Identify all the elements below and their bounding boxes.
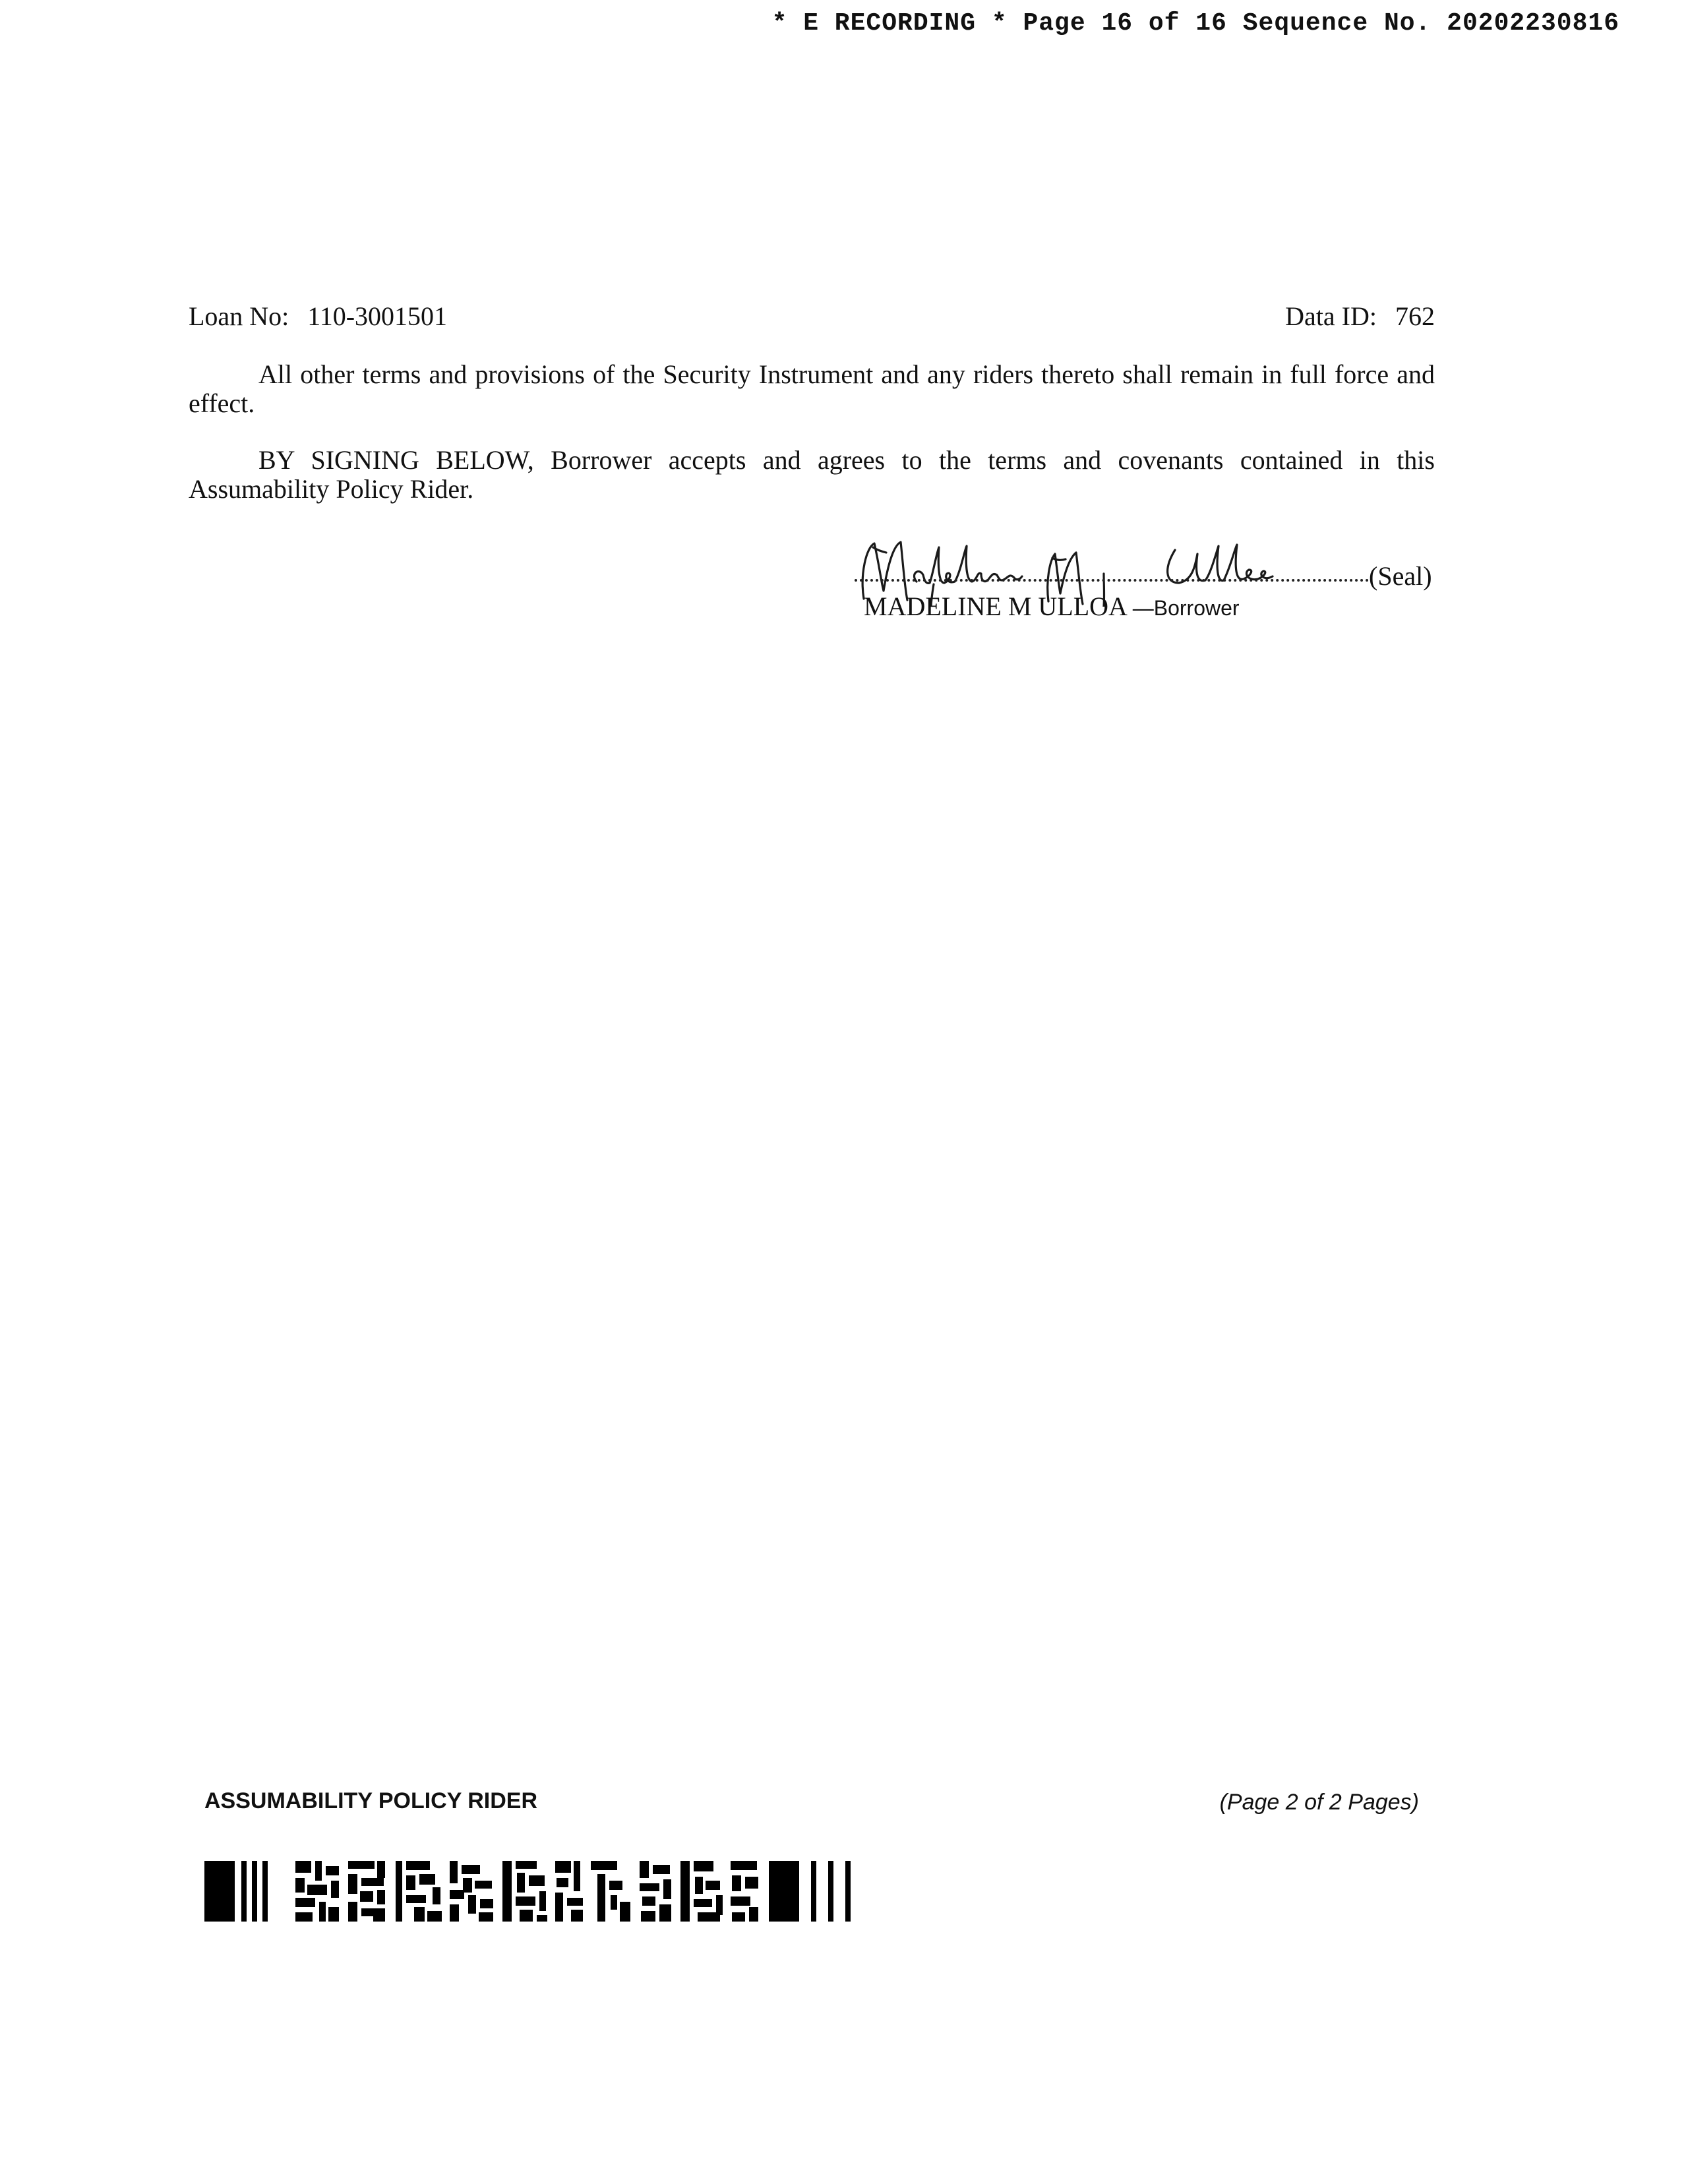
- data-id-value: 762: [1395, 301, 1435, 331]
- data-id: [1285, 301, 1435, 332]
- data-id-label: Data ID:: [1285, 301, 1377, 331]
- signing-paragraph: BY SIGNING BELOW, Borrower accepts and agrees to the terms and covenants contained in this Assumability Policy Rider.: [189, 445, 1435, 504]
- form-title: ASSUMABILITY POLICY RIDER: [204, 1788, 538, 1813]
- seal-label: (Seal): [1369, 561, 1432, 591]
- document-barcode: [204, 1861, 862, 1922]
- signer-role: —Borrower: [1132, 596, 1240, 620]
- terms-paragraph: All other terms and provisions of the Security Instrument and any riders thereto shall remain in full force and effect.: [189, 359, 1435, 418]
- loan-info-line: [189, 301, 1435, 332]
- loan-number-label: Loan No:: [189, 301, 289, 331]
- signature-line: [855, 579, 1369, 582]
- signature-block: [855, 528, 1435, 626]
- signer-name: MADELINE M ULLOA: [864, 592, 1126, 621]
- recording-stamp: * E RECORDING * Page 16 of 16 Sequence No. 20202230816: [771, 9, 1619, 38]
- loan-number: [189, 301, 447, 332]
- page-indicator: (Page 2 of 2 Pages): [1219, 1790, 1419, 1815]
- loan-number-value: 110-3001501: [307, 301, 448, 331]
- signer-name-line: [864, 591, 1240, 622]
